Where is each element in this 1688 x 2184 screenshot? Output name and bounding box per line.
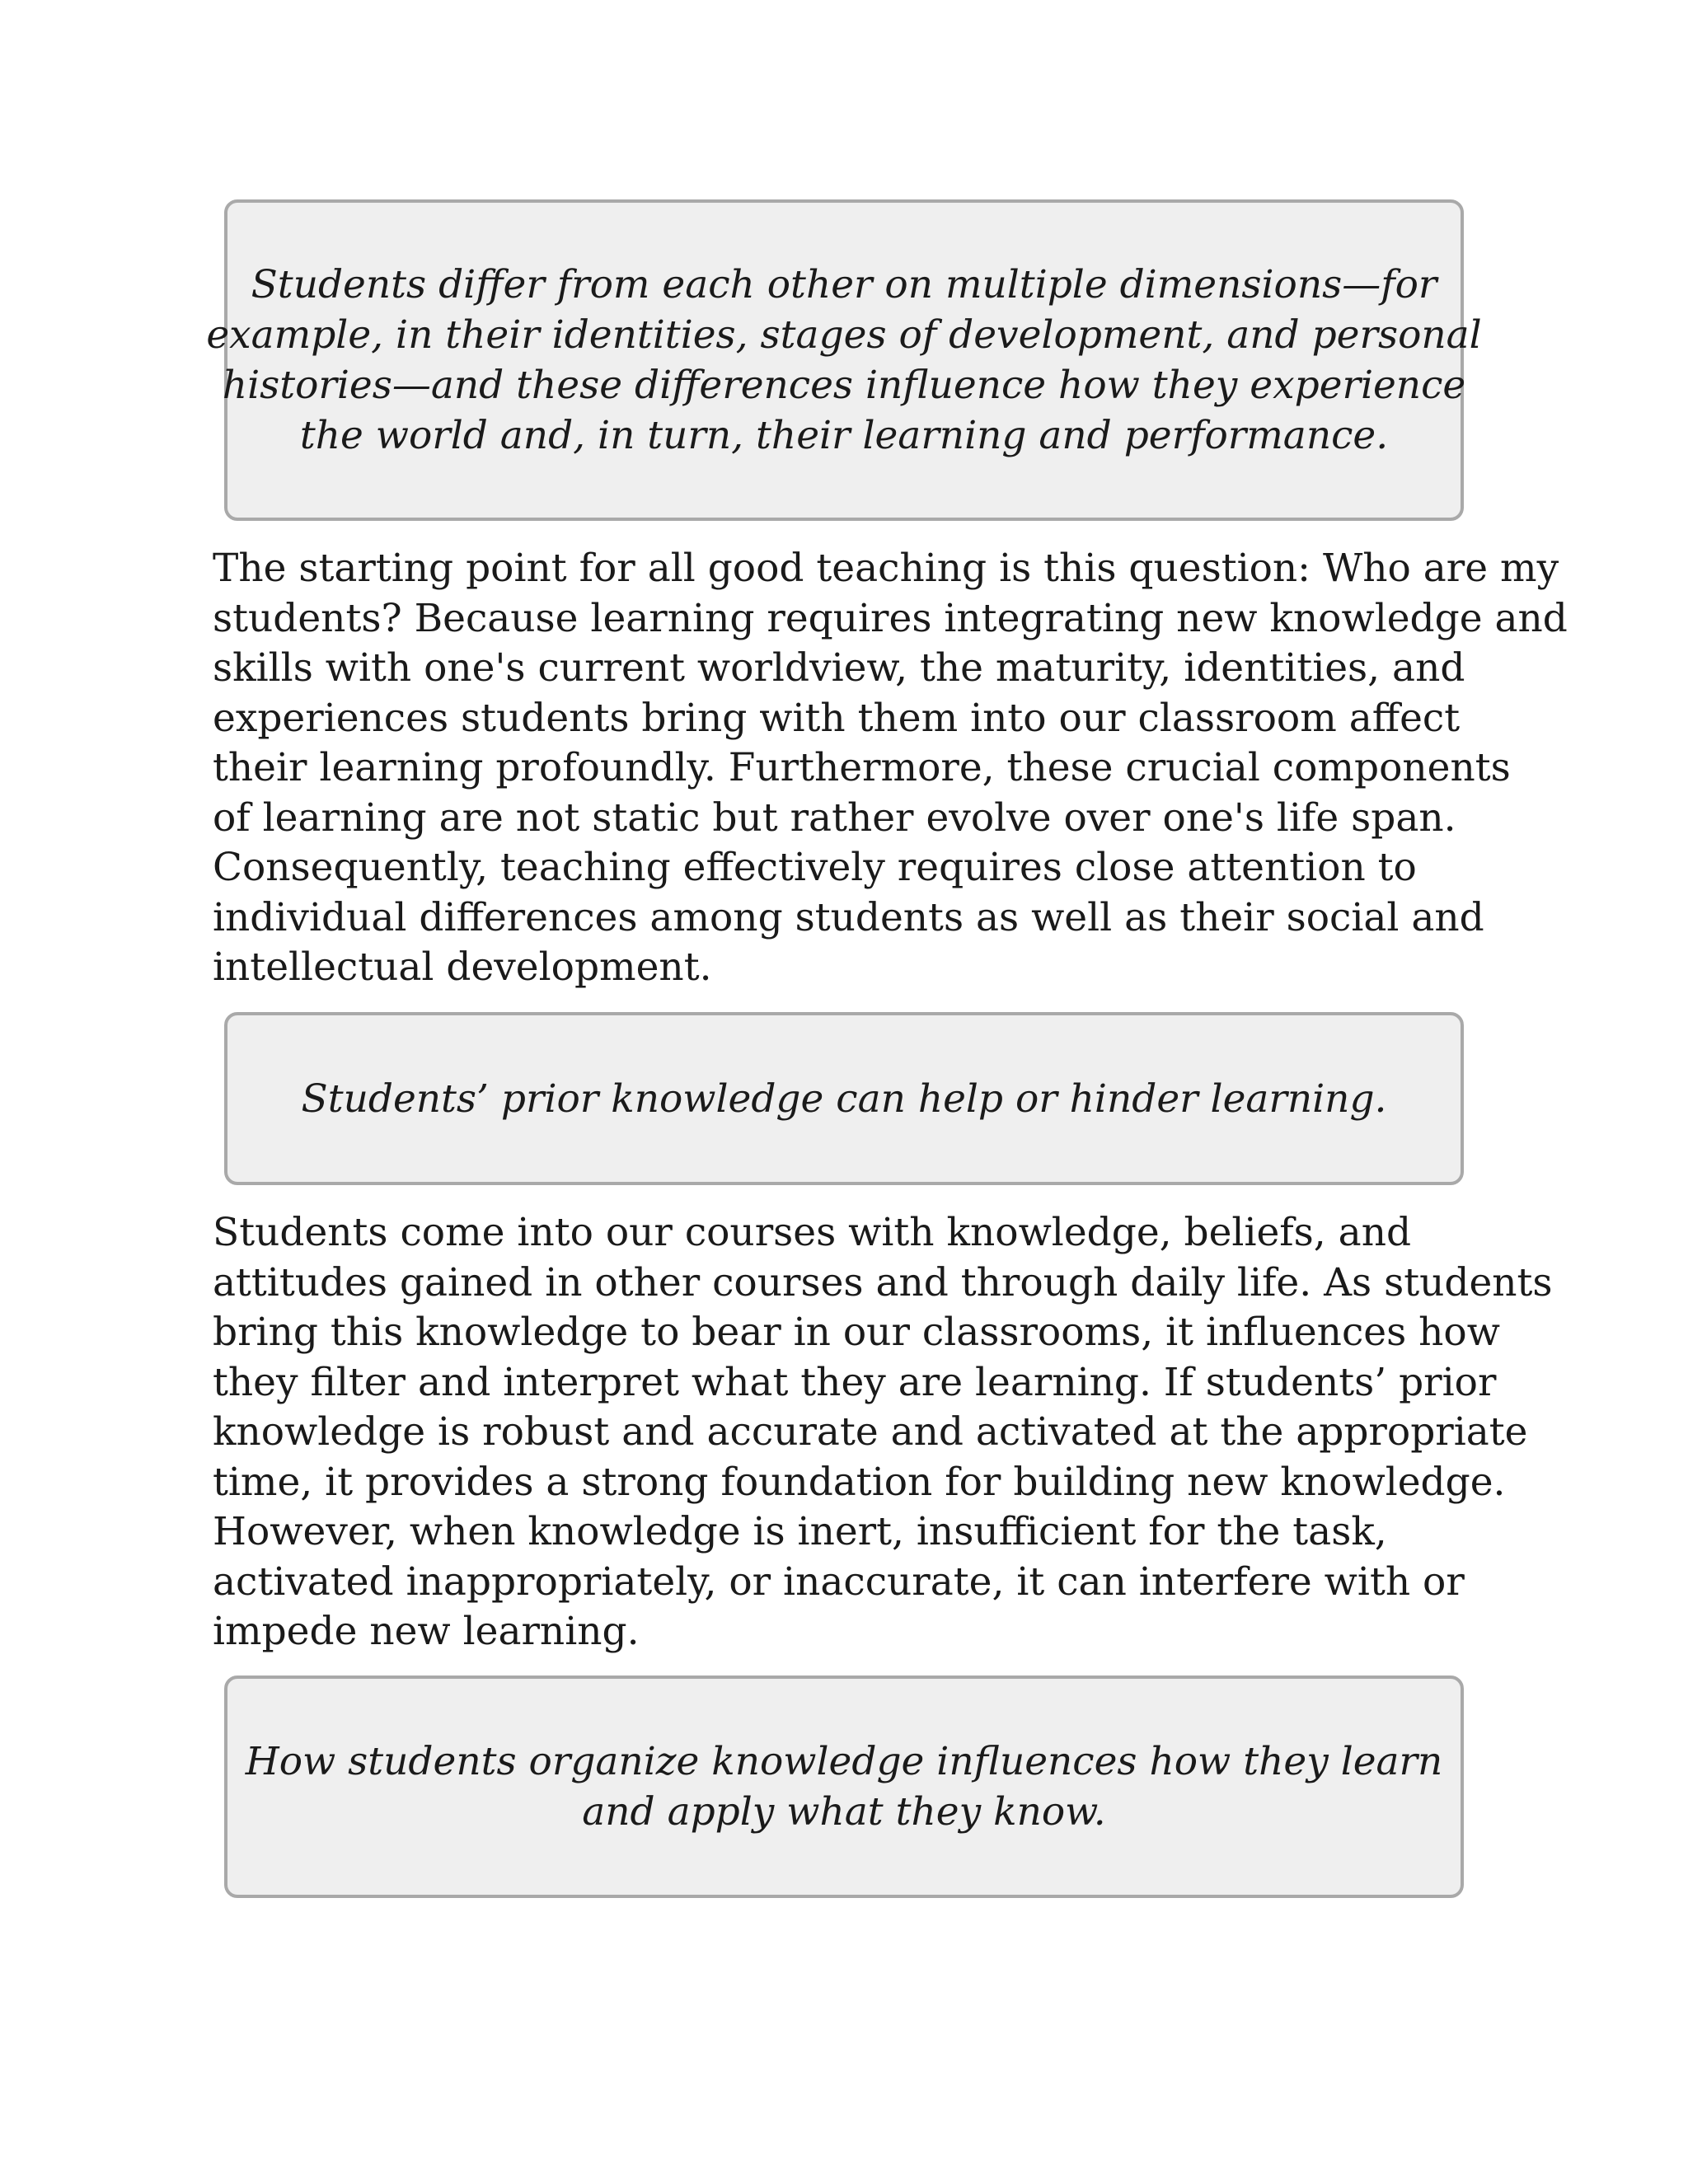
- paragraph-line: experiences students bring with them into our classroom affect: [213, 695, 1461, 741]
- paragraph-line: The starting point for all good teaching is this question: Who are my: [213, 546, 1559, 591]
- paragraph-line: time, it provides a strong foundation for building new knowledge.: [213, 1459, 1506, 1505]
- paragraph-line: they filter and interpret what they are learning. If students’ prior: [213, 1359, 1497, 1405]
- paragraph-line: impede new learning.: [213, 1609, 640, 1654]
- callout-line: example, in their identities, stages of development, and personal: [206, 312, 1482, 358]
- callout-line: Students differ from each other on multiple dimensions—for: [251, 262, 1437, 307]
- paragraph-line: students? Because learning requires integrating new knowledge and: [213, 595, 1568, 641]
- paragraph-line: activated inappropriately, or inaccurate, it can interfere with or: [213, 1558, 1465, 1605]
- paragraph-who-are-my-students: [213, 544, 1568, 993]
- callout-box-student-differences: [206, 199, 1482, 521]
- paragraph-line: knowledge is robust and accurate and activated at the appropriate: [213, 1409, 1528, 1455]
- paragraph-line: However, when knowledge is inert, insufficient for the task,: [213, 1509, 1387, 1554]
- callout-line: and apply what they know.: [582, 1789, 1106, 1835]
- callout-line: the world and, in turn, their learning and performance.: [299, 413, 1389, 458]
- callout-text: [206, 260, 1481, 461]
- callout-box-knowledge-organization: [224, 1675, 1464, 1898]
- paragraph-line: individual differences among students as well as their social and: [213, 894, 1484, 940]
- paragraph-line: Consequently, teaching effectively requires close attention to: [213, 845, 1417, 890]
- callout-line: Students’ prior knowledge can help or hinder learning.: [301, 1076, 1387, 1122]
- paragraph-line: skills with one's current worldview, the maturity, identities, and: [213, 645, 1465, 691]
- paragraph-line: of learning are not static but rather evolve over one's life span.: [213, 794, 1456, 841]
- callout-line: How students organize knowledge influences how they learn: [245, 1739, 1443, 1784]
- callout-box-prior-knowledge: [224, 1012, 1464, 1185]
- paragraph-line: Students come into our courses with knowledge, beliefs, and: [213, 1210, 1412, 1255]
- callout-line: histories—and these differences influence how they experience: [222, 363, 1466, 408]
- paragraph-line: attitudes gained in other courses and through daily life. As students: [213, 1259, 1553, 1305]
- paragraph-line: intellectual development.: [213, 944, 712, 990]
- paragraph-line: their learning profoundly. Furthermore, these crucial components: [213, 745, 1511, 790]
- callout-text: [246, 1736, 1443, 1837]
- paragraph-line: bring this knowledge to bear in our classrooms, it influences how: [213, 1310, 1500, 1355]
- paragraph-prior-knowledge: [213, 1208, 1553, 1657]
- callout-text: [302, 1074, 1387, 1124]
